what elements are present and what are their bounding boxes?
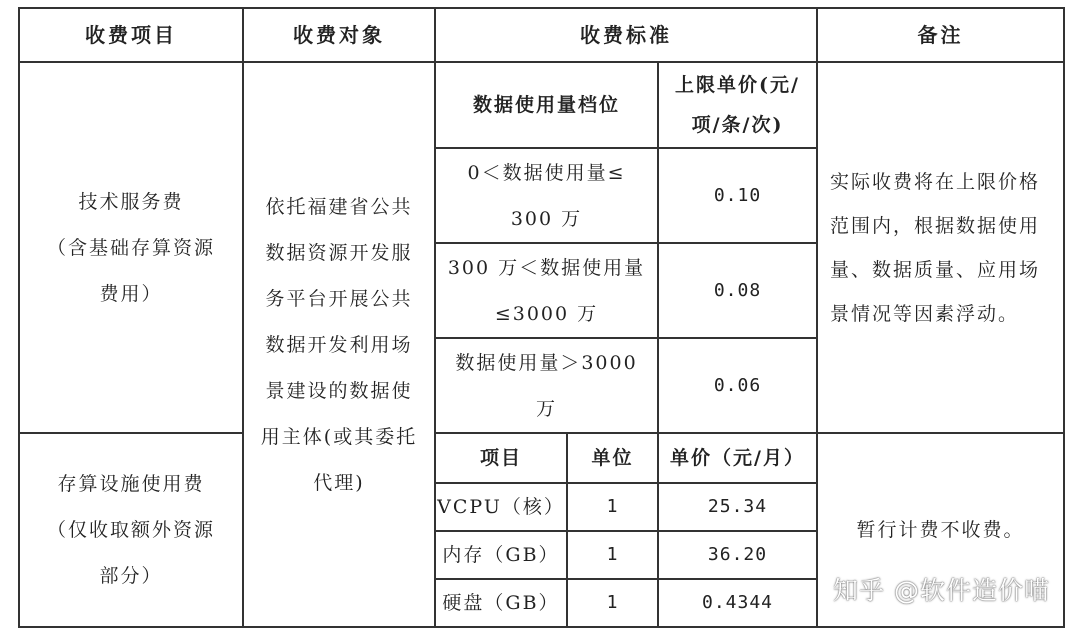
watermark: 知乎 @软件造价喵: [833, 576, 1050, 605]
facility-item: 存算设施使用费 （仅收取额外资源 部分）: [46, 473, 215, 587]
header-item: 收费项目: [85, 23, 177, 47]
tier-range: 0＜数据使用量≤ 300 万: [467, 161, 626, 230]
facility-row-price: 36.20: [707, 544, 768, 565]
facility-row-unit: 1: [606, 544, 619, 565]
facility-row-item: 内存（GB）: [442, 544, 560, 566]
facility-remark: 暂行计费不收费。: [856, 519, 1025, 541]
tier-range: 300 万＜数据使用量 ≤3000 万: [447, 256, 646, 325]
tier-header: 数据使用量档位: [472, 94, 620, 116]
facility-row-price: 25.34: [707, 496, 768, 517]
tech-service-remark: 实际收费将在上限价格 范围内，根据数据使用 量、数据质量、应用场 景情况等因素浮动。: [830, 170, 1041, 325]
facility-row-unit: 1: [606, 592, 619, 613]
header-remark: 备注: [917, 23, 964, 47]
fee-target: 依托福建省公共 数据资源开发服 务平台开展公共 数据开发利用场 景建设的数据使 用主体(或其委托 代理): [260, 195, 418, 494]
facility-col-price: 单价（元/月）: [670, 447, 805, 469]
fee-table: [18, 7, 1065, 628]
price-header: 上限单价(元/ 项/条/次): [675, 74, 800, 136]
facility-row-unit: 1: [606, 496, 619, 517]
header-standard: 收费标准: [580, 23, 672, 47]
facility-col-item: 项目: [479, 447, 522, 469]
facility-row-price: 0.4344: [701, 592, 774, 613]
tier-price: 0.10: [713, 184, 762, 206]
facility-row-item: 硬盘（GB）: [442, 592, 560, 614]
facility-col-unit: 单位: [591, 447, 634, 469]
tier-price: 0.08: [713, 279, 762, 301]
tier-price: 0.06: [713, 374, 762, 396]
tech-service-item: 技术服务费 （含基础存算资源 费用）: [46, 190, 215, 305]
header-target: 收费对象: [293, 23, 385, 47]
tier-range: 数据使用量＞3000 万: [455, 351, 638, 420]
facility-row-item: VCPU（核）: [437, 496, 565, 518]
